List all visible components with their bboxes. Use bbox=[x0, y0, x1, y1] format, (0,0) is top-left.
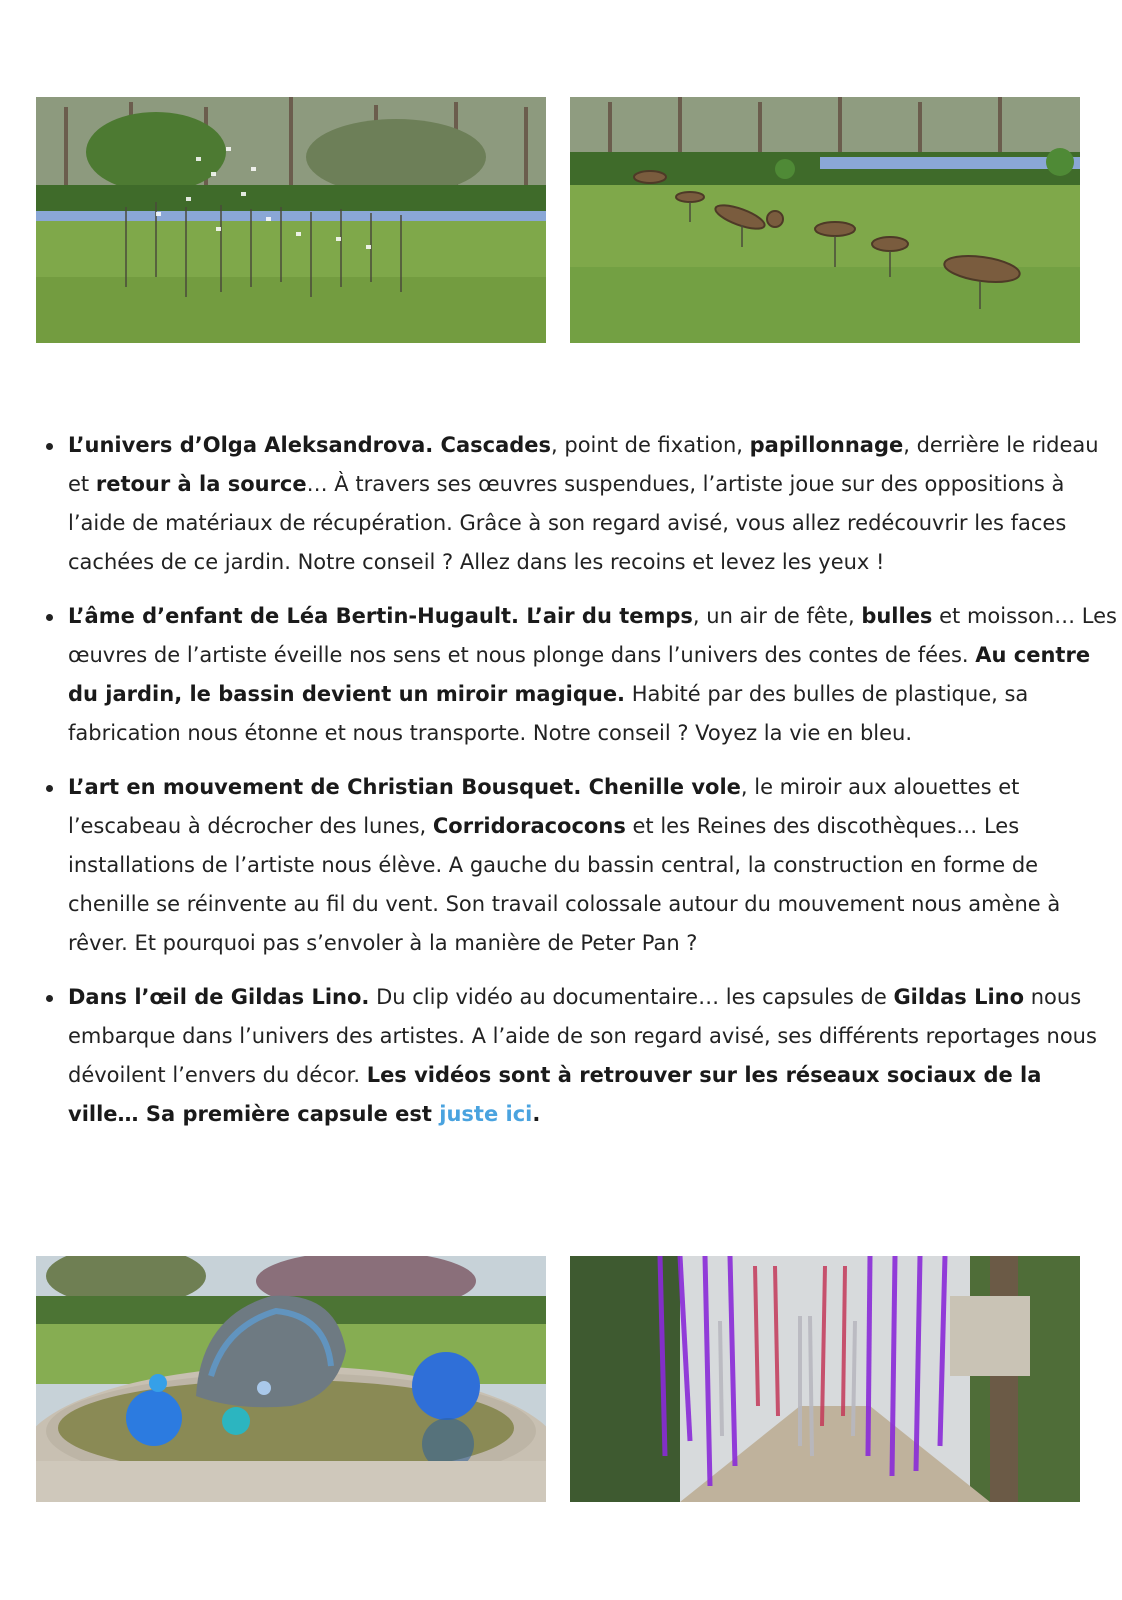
artist-list bbox=[36, 426, 1118, 1149]
list-item-gildas-lino: Dans l’œil de Gildas Lino. Du clip vidéo au documentaire… les capsules de Gildas Lino nous embarque dans l’univers des artistes. A l’aide de son regard avisé, ses différents reportages nous dévoilent l’envers du décor. Les vidéos sont à retrouver sur les réseaux sociaux de la ville… Sa première capsule est juste ici. bbox=[68, 978, 1118, 1134]
first-capsule-link[interactable]: juste ici bbox=[439, 1102, 533, 1126]
artist-heading: Dans l’œil de Gildas Lino. bbox=[68, 985, 370, 1009]
alley-photo-icon bbox=[570, 1256, 1080, 1502]
garden-photo-icon bbox=[570, 97, 1080, 343]
list-item-lea-bertin-hugault: L’âme d’enfant de Léa Bertin-Hugault. L’air du temps, un air de fête, bulles et moisson… Les œuvres de l’artiste éveille nos sens et nous plonge dans l’univers des contes de fées. Au centre du jardin, le bassin devient un miroir magique. Habité par des bulles de plastique, sa fabrication nous étonne et nous transporte. Notre conseil ? Voyez la vie en bleu. bbox=[68, 597, 1118, 753]
fountain-plastic-bubbles-photo bbox=[36, 1256, 546, 1502]
artist-heading: L’âme d’enfant de Léa Bertin-Hugault. L’air du temps bbox=[68, 604, 693, 628]
garden-log-sculptures-photo bbox=[570, 97, 1080, 343]
garden-suspended-works-photo bbox=[36, 97, 546, 343]
list-item-olga-aleksandrova: L’univers d’Olga Aleksandrova. Cascades, point de fixation, papillonnage, derrière le rideau et retour à la source… À travers ses œuvres suspendues, l’artiste joue sur des oppositions à l’aide de matériaux de récupération. Grâce à son regard avisé, vous allez redécouvrir les faces cachées de ce jardin. Notre conseil ? Allez dans les recoins et levez les yeux ! bbox=[68, 426, 1118, 582]
garden-photo-icon bbox=[36, 97, 546, 343]
artist-heading: L’art en mouvement de Christian Bousquet. Chenille vole bbox=[68, 775, 741, 799]
artist-heading: L’univers d’Olga Aleksandrova. Cascades bbox=[68, 433, 552, 457]
list-item-christian-bousquet: L’art en mouvement de Christian Bousquet. Chenille vole, le miroir aux alouettes et l’escabeau à décrocher des lunes, Corridoracocons et les Reines des discothèques… Les installations de l’artiste nous élève. A gauche du bassin central, la construction en forme de chenille se réinvente au fil du vent. Son travail colossale autour du mouvement nous amène à rêver. Et pourquoi pas s’envoler à la manière de Peter Pan ? bbox=[68, 768, 1118, 963]
alley-tinsel-installation-photo bbox=[570, 1256, 1080, 1502]
fountain-photo-icon bbox=[36, 1256, 546, 1502]
